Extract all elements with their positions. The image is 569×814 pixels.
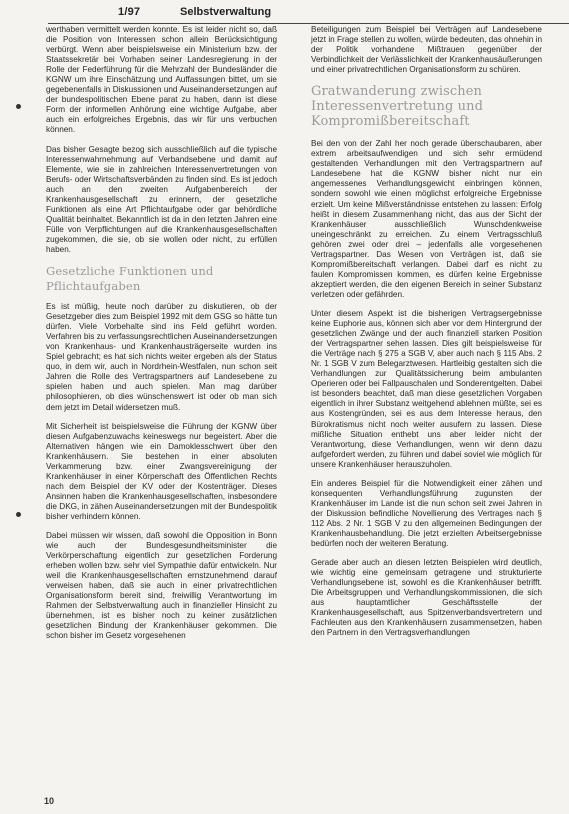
section-title: Selbstverwaltung bbox=[180, 6, 272, 18]
paragraph: Dabei müssen wir wissen, daß sowohl die Opposition in Bonn wie auch der Bundesgesundheitsminister die Verkörperschaftung eigentlich zur gesetzlichen Forderung erheben wollen bzw. sehr viel Sympathie dafür entwickeln. Nur weil die Krankenhausgesellschaften ernstzunehmend darauf verweisen haben, daß sie auch in einer privatrechtlichen Organisationsform bereit sind, freiwillig Verantwortung im Rahmen der Selbstverwaltung auch in finanzieller Hinsicht zu übernehmen, ist es bisher noch zu keiner zusätzlichen gesetzlichen Bindung der Krankenhäuser gekommen. Die schon bisher im Gesetz vorgesehenen bbox=[46, 531, 277, 641]
paragraph: Ein anderes Beispiel für die Notwendigkeit einer zähen und konsequenten Verhandlungsführung zugunsten der Krankenhäuser im Lande ist die nun schon seit zwei Jahren in der Diskussion befindliche Novellierung des Vertrages nach § 112 Abs. 2 Nr. 1 SGB V zu den allgemeinen Bedingungen der Krankenhausbehandlung. Die jetzt erzielten Arbeitsergebnisse bedürfen noch der weiteren Beratung. bbox=[311, 478, 542, 549]
paragraph: Mit Sicherheit ist beispielsweise die Führung der KGNW über diesen Aufgabenzuwachs keineswegs nur begeistert. Aber die Alternativen hängen wie ein Damoklesschwert über den Krankenhäusern. Sie bestehen in einer absoluten Verkammerung bzw. einer Zwangsvereinigung der Krankenhäuser in einer Körperschaft des Öffentlichen Rechts nach dem Beispiel der KV oder der Kostenträger. Dieses Ansinnen haben die Krankenhausgesellschaften, insbesondere die DKG, in zähen Auseinandersetzungen mit der Bundespolitik bisher verhindern können. bbox=[46, 421, 277, 521]
issue-number: 1/97 bbox=[118, 6, 141, 18]
paragraph: Gerade aber auch an diesen letzten Beispielen wird deutlich, wie wichtig eine gemeinsam getragene und strukturierte Verhandlungsebene ist, sowohl es die Krankenhäuser betrifft. Die Arbeitsgruppen und Verhandlungskommissionen, die sich aus hauptamtlicher Geschäftsstelle der Krankenhausgesellschaft, aus Spitzenverbandsvertretern und Fachleuten aus den Krankenhäusern zusammensetzen, haben den Partnern in den Vertragsverhandlungen bbox=[311, 558, 542, 638]
left-column bbox=[46, 25, 277, 651]
paragraph: Es ist müßig, heute noch darüber zu diskutieren, ob der Gesetzgeber dies zum Beispiel 1992 mit dem GSG so hätte tun dürfen. Viele Vorbehalte sind ins Feld geführt worden. Verfahren bis zu verfassungsrechtlichen Auseinandersetzungen von Krankenhaus- und Krankenhausträgerseite wurden ins Spiel gebracht; es hat sich nichts weiter ergeben als der Status quo, in dem wir, auch in Nordrhein-Westfalen, nun schon seit Jahren die Rolle des Vertragspartners auf Landesebene zu spielen haben und auch spielen. Man mag darüber philosophieren, ob dies wünschenswert ist oder ob man sich dem jetzt im Detail widersetzen muß. bbox=[46, 302, 277, 412]
paragraph: Unter diesem Aspekt ist die bisherigen Vertragsergebnisse keine Euphorie aus, können sich aber vor dem Hintergrund der gesetzlichen Zwänge und der auch finanziell starken Position der Vertragspartner sehen lassen. Dies gilt beispielsweise für die Verträge nach § 275 a SGB V, aber auch nach § 115 Abs. 2 Nr. 1 SGB V zum Belegarztwesen. Hartleibig gestalten sich die Verhandlungen zur Qualitätssicherung beim ambulanten Operieren oder bei Fallpauschalen und Sonderentgelten. Dabei ist besonders beachtet, daß man diese gesetzlichen Vorgaben eigentlich in ihrer Substanz weitgehend ablehnen müßte, sei es aus Kostengründen, sei es aus dem Interesse heraus, den Bürokratismus nicht noch weiter ausufern zu lassen. Diese mißliche Situation enthebt uns aber leider nicht der Verantwortung, diese Verhandlungen, wenn wir denn dazu aufgefordert werden, zu führen und dabei soviel wie möglich für unsere Krankenhäuser herauszuholen. bbox=[311, 308, 542, 469]
binder-hole-mark bbox=[16, 104, 21, 109]
binder-hole-mark bbox=[16, 512, 21, 517]
page-number: 10 bbox=[44, 796, 55, 806]
section-heading: Gesetzliche Funktionen und Pflichtaufgaben bbox=[46, 264, 214, 294]
paragraph: Beteiligungen zum Beispiel bei Verträgen auf Landesebene jetzt in Frage stellen zu wollen, würde bedeuten, das ohnehin in der Politik vorhandene Mißtrauen gegenüber der Verbindlichkeit der Verlässlichkeit der Krankenhausäußerungen und einer privatrechtlichen Organisationsform zu schüren. bbox=[311, 25, 542, 75]
paragraph: werthaben vermittelt werden konnte. Es ist leider nicht so, daß die Position von Interessen schon allein Berücksichtigung verbürgt. Wenn aber beispielsweise ein Ministerium bzw. der Staatssekretär bei Vorhaben seiner Landesregierung in der Rolle der Federführung für die Mehrzahl der Bundesländer die KGNW um ihre Einschätzung und Auffassungen bittet, um sie gegebenenfalls in Diskussionen und Auseinandersetzungen auf der bundespolitischen Ebene parat zu haben, dann ist diese Form der informellen Anhörung eine wichtige Aufgabe, aber auch ein erfolgreiches Ergebnis, das wir für uns verbuchen können. bbox=[46, 25, 277, 135]
right-column bbox=[311, 25, 542, 647]
section-heading: Gratwanderung zwischen Interessenvertretung und Kompromißbereitschaft bbox=[311, 84, 484, 130]
paragraph: Bei den von der Zahl her noch gerade überschaubaren, aber extrem arbeitsaufwendigen und sich sehr ermüdend gestaltenden Verhandlungen mit den Vertragspartnern auf Landesebene hat die KGNW bisher nicht nur ein angemessenes Verhandlungsgewicht einbringen können, sondern sowohl wie einen möglichst erfolgreiche Ergebnisse erzielt. Um keine Mißverständnisse entstehen zu lassen: Erfolg heißt in diesem Zusammenhang nicht, das aus der Sicht der Krankenhäuser ausschließlich Wunschdenkweise uneingeschränkt zu erreichen. Zu einem Vertragsschluß gehören zwei oder drei – jedenfalls alle vorgesehenen Vertragspartner. Das Wesen von Verträgen ist, daß sie Kompromißbereitschaft verlangen. Dabei darf es nicht zu faulen Kompromissen kommen, es dürfen keine Ergebnisse akzeptiert werden, die den eigenen Bereich in seiner Substanz verletzen oder gefährden. bbox=[311, 139, 542, 299]
running-header bbox=[0, 6, 569, 24]
paragraph: Das bisher Gesagte bezog sich ausschließlich auf die typische Interessenwahrnehmung auf Verbandsebene und damit auf Elemente, wie sie in zahlreichen Interessenvertretungen von Berufs- oder Wirtschaftsverbänden zu finden sind. Es ist jedoch auch an den zweiten Aufgabenbereich der Krankenhausgesellschaft zu erinnern, der gesetzliche Funktionen als eine Art Pflichtaufgabe oder gar behördliche Qualität beinhaltet. Bekanntlich ist da in den letzten Jahren eine Fülle von Verpflichtungen auf die Krankenhausgesellschaften zugekommen, die sie, ob sie wollen oder nicht, zu erfüllen haben. bbox=[46, 144, 277, 254]
header-rule bbox=[48, 23, 569, 24]
